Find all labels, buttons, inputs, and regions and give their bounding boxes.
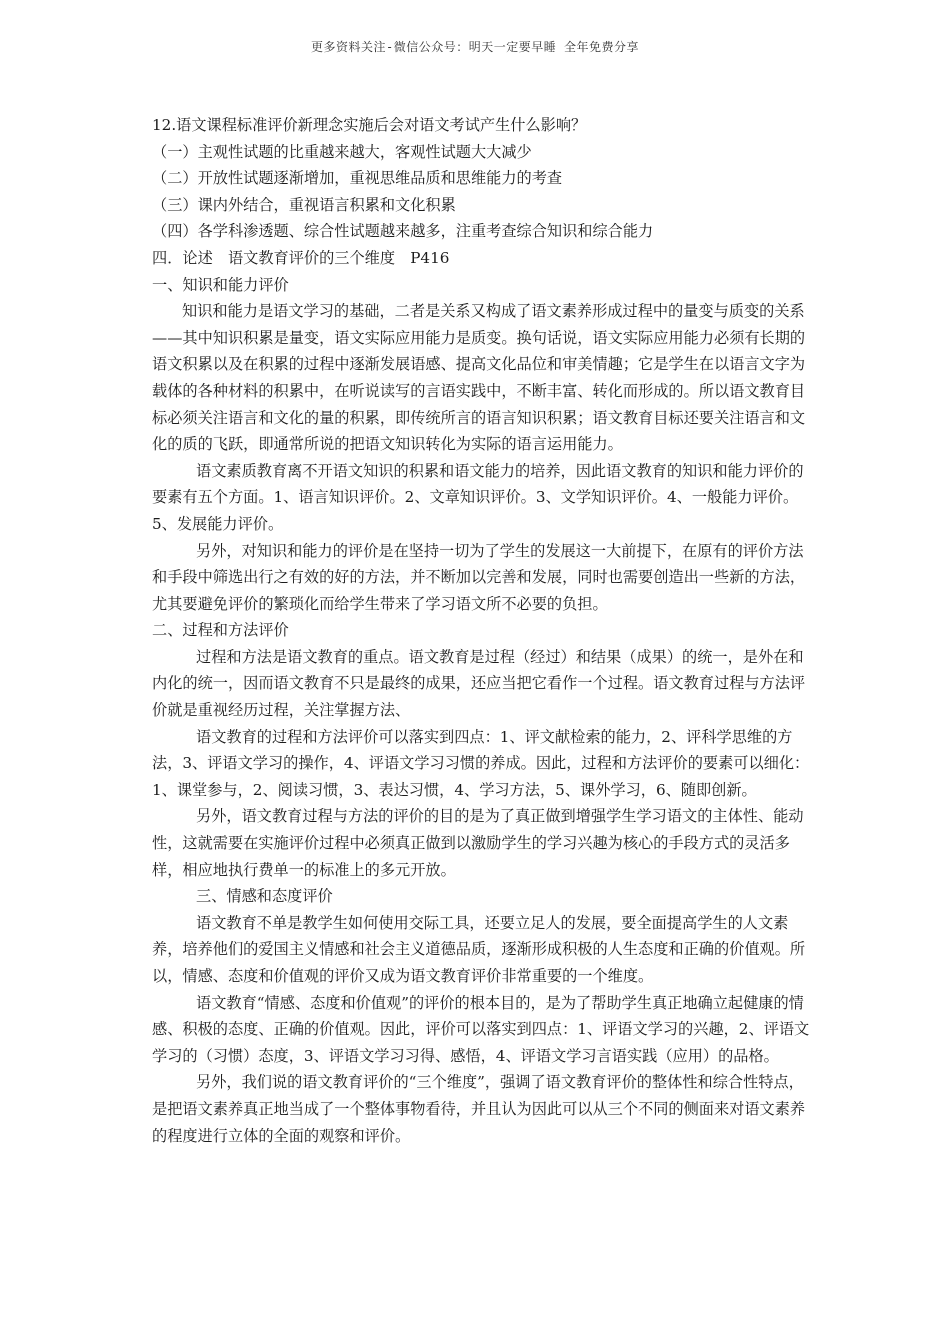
part-3-paragraph-2: 语文教育“情感、态度和价值观”的评价的根本目的，是为了帮助学生真正地确立起健康的情感、积极的态度、正确的价值观。因此，评价可以落实到四点：1、评语文学习的兴趣，2、评语文学习的（习惯）态度，3、评语文学习习得、感悟，4、评语文学习言语实践（应用）的品格。 <box>152 993 810 1065</box>
question-12-item-2: （二）开放性试题逐渐增加，重视思维品质和思维能力的考查 <box>152 169 563 188</box>
part-2-paragraph-3: 另外，语文教育过程与方法的评价的目的是为了真正做到增强学生学习语文的主体性、能动性，这就需要在实施评价过程中必须真正做到以激励学生的学习兴趣为核心的手段方式的灵活多样，相应地执行费单一的标准上的多元开放。 <box>152 807 804 879</box>
part-2-heading: 二、过程和方法评价 <box>152 621 289 640</box>
part-2-paragraph-1: 过程和方法是语文教育的重点。语文教育是过程（经过）和结果（成果）的统一，是外在和内化的统一，因而语文教育不只是最终的成果，还应当把它看作一个过程。语文教育过程与方法评价就是重视经历过程，关注掌握方法、 <box>152 647 806 720</box>
section-4-title: 四．论述 语文教育评价的三个维度 P416 <box>152 248 450 267</box>
question-12-title: 12.语文课程标准评价新理念实施后会对语文考试产生什么影响？ <box>152 116 587 134</box>
question-12-item-4: （四）各学科渗透题、综合性试题越来越多，注重考查综合知识和综合能力 <box>152 222 654 241</box>
question-12-item-3: （三）课内外结合，重视语言积累和文化积累 <box>152 195 456 214</box>
part-2-paragraph-2: 语文教育的过程和方法评价可以落实到四点：1、评文献检索的能力，2、评科学思维的方法，3、评语文学习的操作，4、评语文学习习惯的养成。因此，过程和方法评价的要素可以细化：1、课堂参与，2、阅读习惯，3、表达习惯，4、学习方法，5、课外学习，6、随即创新。 <box>152 727 810 799</box>
part-1-paragraph-3: 另外，对知识和能力的评价是在坚持一切为了学生的发展这一大前提下，在原有的评价方法和手段中筛选出行之有效的好的方法，并不断加以完善和发展，同时也需要创造出一些新的方法，尤其要避免评价的繁琐化而给学生带来了学习语文所不必要的负担。 <box>152 541 806 613</box>
part-3-heading: 三、情感和态度评价 <box>196 887 333 906</box>
part-3-paragraph-3: 另外，我们说的语文教育评价的“三个维度”，强调了语文教育评价的整体性和综合性特点，是把语文素养真正地当成了一个整体事物看待，并且认为因此可以从三个不同的侧面来对语文素养的程度进行立体的全面的观察和评价。 <box>152 1073 806 1145</box>
part-1-paragraph-2: 语文素质教育离不开语文知识的积累和语文能力的培养，因此语文教育的知识和能力评价的要素有五个方面。1、语言知识评价。2、文章知识评价。3、文学知识评价。4、一般能力评价。5、发展能力评价。 <box>152 461 804 533</box>
page-header-note: 更多资料关注-微信公众号：明天一定要早睡 全年免费分享 <box>311 40 639 54</box>
part-1-heading: 一、知识和能力评价 <box>152 275 289 294</box>
part-1-paragraph-1: 知识和能力是语文学习的基础，二者是关系又构成了语文素养形成过程中的量变与质变的关系——其中知识积累是量变，语文实际应用能力是质变。换句话说，语文实际应用能力必须有长期的语文积累以及在积累的过程中逐渐发展语感、提高文化品位和审美情趣；它是学生在以语言文字为载体的各种材料的积累中，在听说读写的言语实践中，不断丰富、转化而形成的。所以语文教育目标必须关注语言和文化的量的积累，即传统所言的语言知识积累；语文教育目标还要关注语言和文化的质的飞跃，即通常所说的把语文知识转化为实际的语言运用能力。 <box>152 302 806 454</box>
part-3-paragraph-1: 语文教育不单是教学生如何使用交际工具，还要立足人的发展，要全面提高学生的人文素养，培养他们的爱国主义情感和社会主义道德品质，逐渐形成积极的人生态度和正确的价值观。所以，情感、态度和价值观的评价又成为语文教育评价非常重要的一个维度。 <box>152 913 806 985</box>
document-body <box>152 112 812 1149</box>
question-12-item-1: （一）主观性试题的比重越来越大，客观性试题大大减少 <box>152 142 532 161</box>
